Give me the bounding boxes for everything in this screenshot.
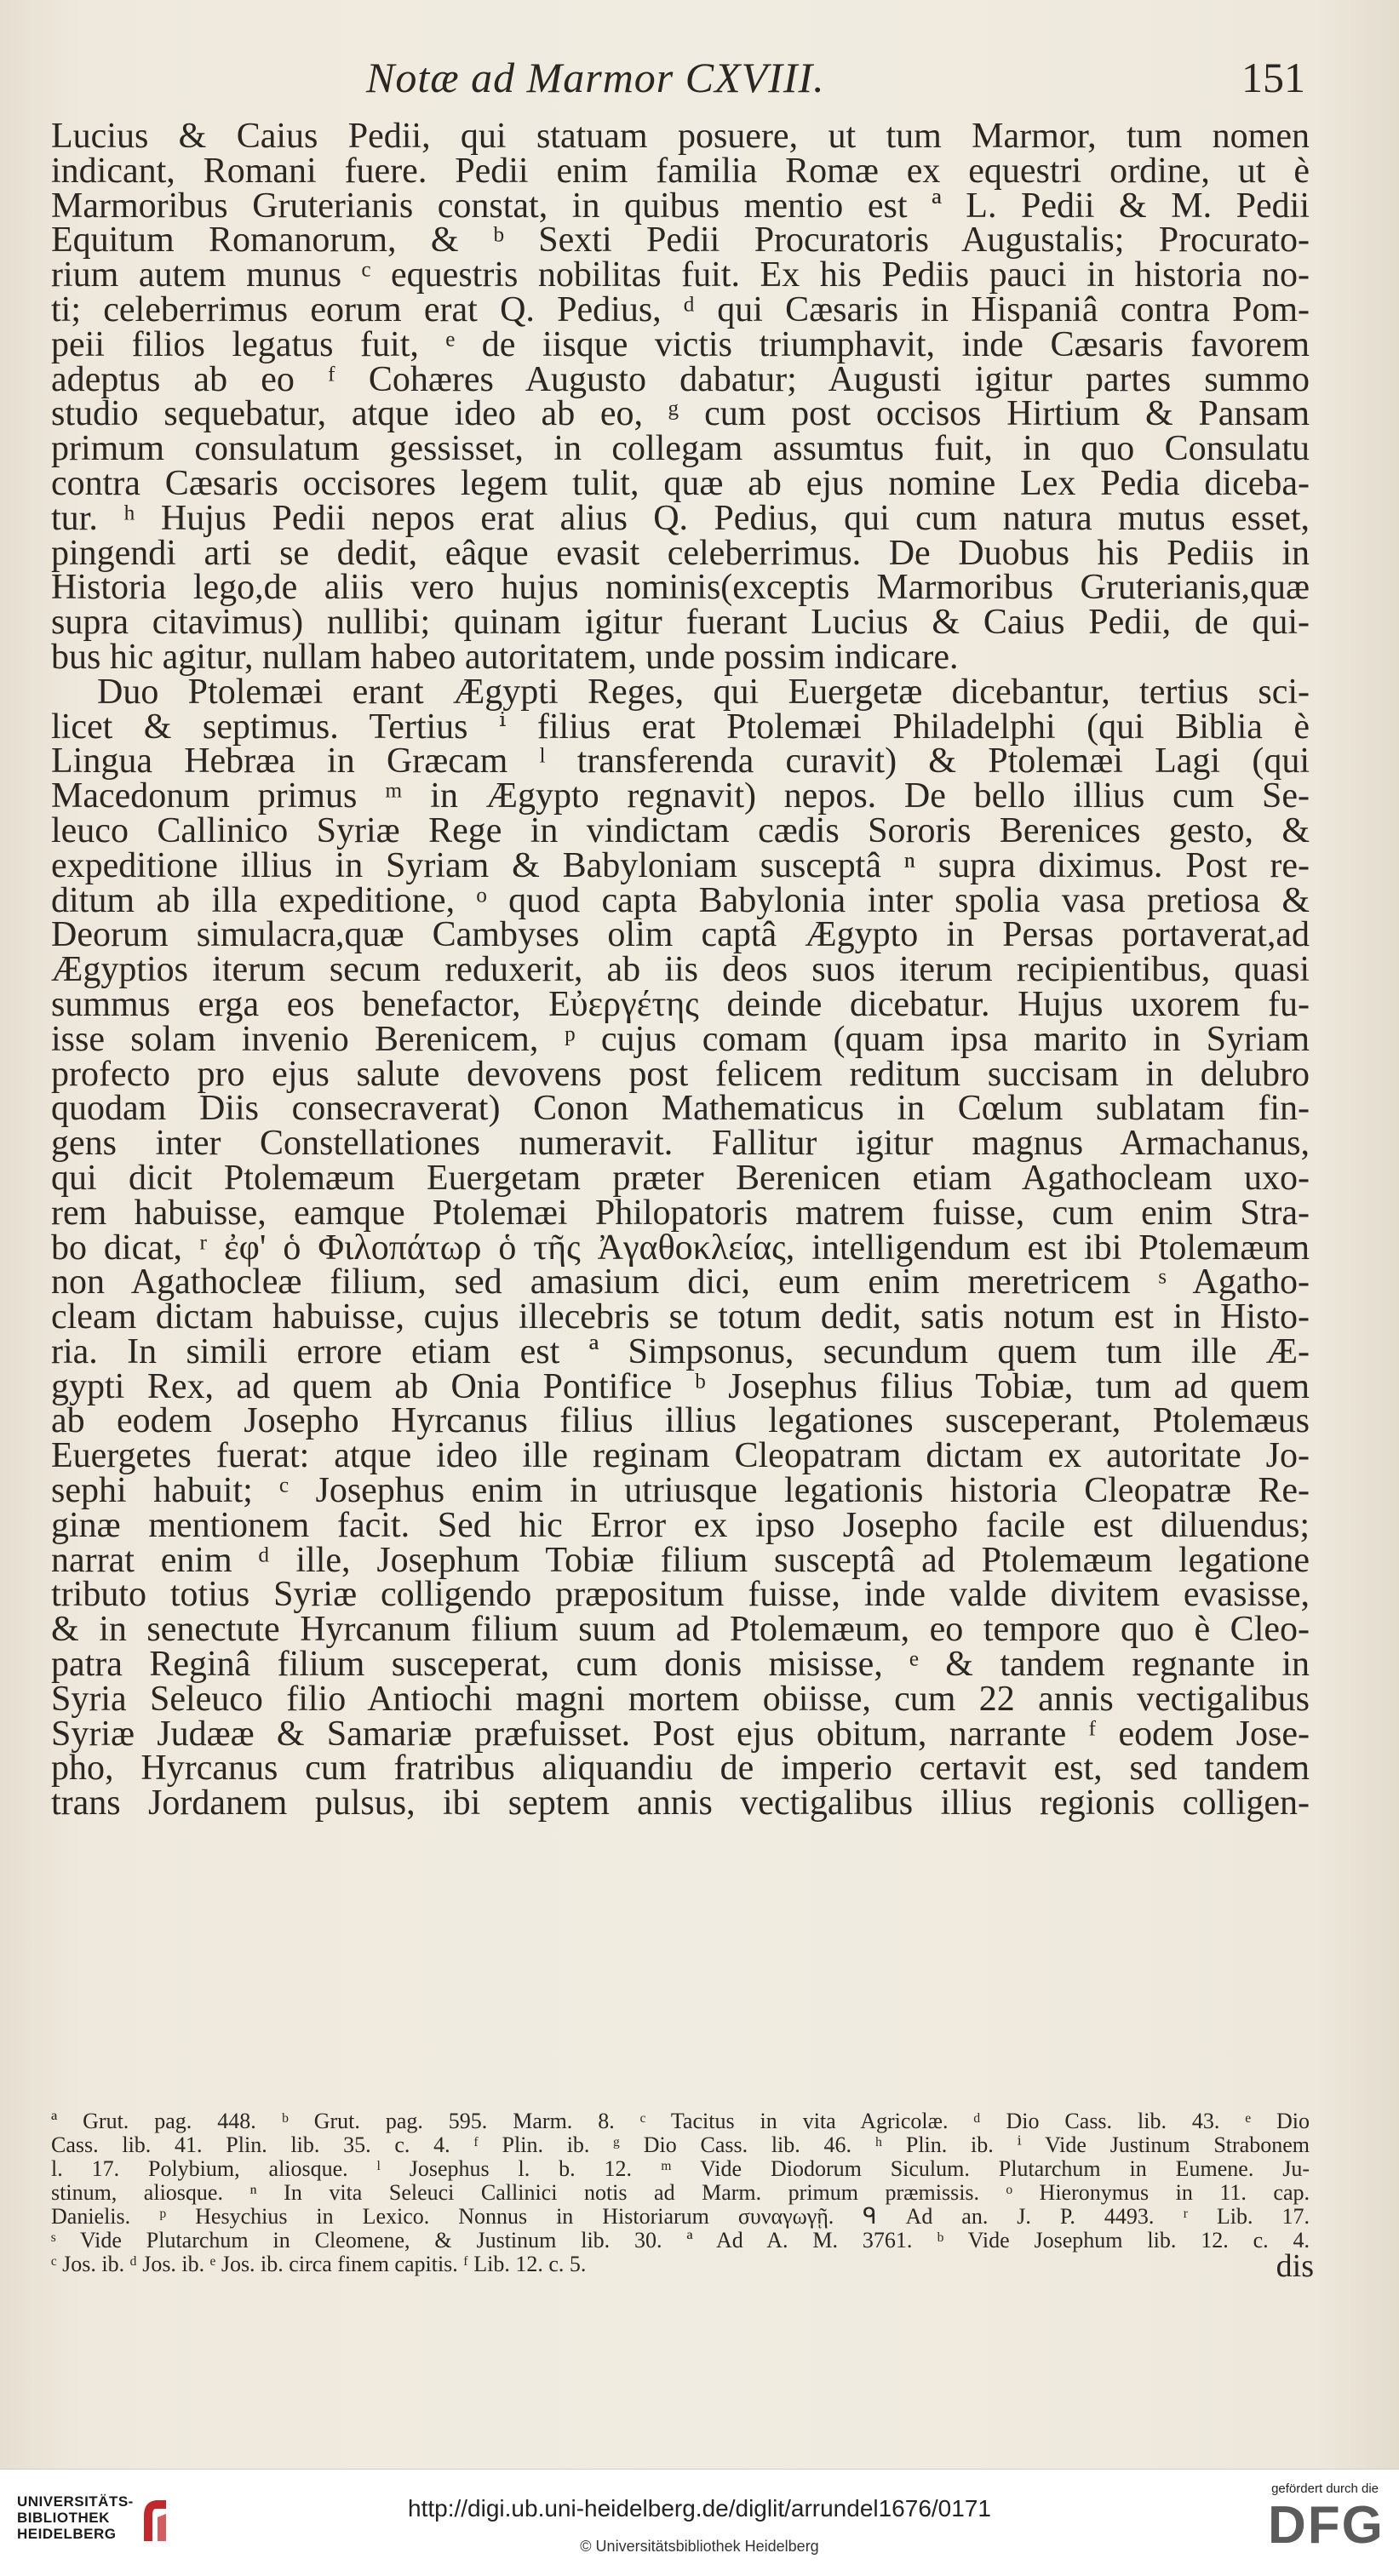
text-line: expeditione illius in Syriam & Babyloniam susceptâ ⁿ supra diximus. Post re- bbox=[51, 845, 1310, 885]
text-line: non Agathocleæ filium, sed amasium dici, eum enim meretricem ˢ Agatho- bbox=[51, 1262, 1310, 1302]
text-line: gens inter Constellationes numeravit. Fallitur igitur magnus Armachanus, bbox=[51, 1124, 1310, 1164]
text-line: ab eodem Josepho Hyrcanus filius illius legationes susceperant, Ptolemæus bbox=[51, 1401, 1310, 1441]
viewer-footer bbox=[0, 2469, 1399, 2576]
text-line: primum consulatum gessisset, in collegam assumtus fuit, in quo Consulatu bbox=[51, 429, 1310, 469]
document-url-link[interactable]: http://digi.ub.uni-heidelberg.de/diglit/arrundel1676/0171 bbox=[408, 2495, 991, 2522]
text-line: ti; celeberrimus eorum erat Q. Pedius, ᵈ qui Cæsaris in Hispaniâ contra Pom- bbox=[51, 289, 1310, 329]
text-line: Lingua Hebræa in Græcam ˡ transferenda curavit) & Ptolemæi Lagi (qui bbox=[51, 741, 1310, 781]
footnote-line: ˢ Vide Plutarchum in Cleomene, & Justinum lib. 30. ª Ad A. M. 3761. ᵇ Vide Josephum lib. 12. c. 4. bbox=[51, 2228, 1310, 2253]
footnotes bbox=[51, 2109, 1310, 2276]
text-line: Ægyptios iterum secum reduxerit, ab iis deos suos iterum recipientibus, quasi bbox=[51, 950, 1310, 990]
text-line: narrat enim ᵈ ille, Josephum Tobiæ filium susceptâ ad Ptolemæum legatione bbox=[51, 1540, 1310, 1580]
running-title: Notæ ad Marmor CXVIII. bbox=[366, 54, 825, 101]
text-line: studio sequebatur, atque ideo ab eo, ᵍ cum post occisos Hirtium & Pansam bbox=[51, 394, 1310, 434]
page-number: 151 bbox=[1241, 54, 1305, 101]
text-line: Lucius & Caius Pedii, qui statuam posuere, ut tum Marmor, tum nomen bbox=[51, 117, 1310, 156]
text-line: Deorum simulacra,quæ Cambyses olim captâ Ægypto in Persas portaverat,ad bbox=[51, 915, 1310, 955]
text-line: pingendi arti se dedit, eâque evasit celeberrimus. De Duobus his Pediis in bbox=[51, 533, 1310, 573]
footnote-line: Cass. lib. 41. Plin. lib. 35. c. 4. ᶠ Plin. ib. ᵍ Dio Cass. lib. 46. ʰ Plin. ib. ⁱ Vide Justinum Strabonem bbox=[51, 2132, 1310, 2157]
footnote-line: Danielis. ᵖ Hesychius in Lexico. Nonnus in Historiarum συναγωγῇ. ᑫ Ad an. J. P. 4493. ʳ Lib. 17. bbox=[51, 2204, 1310, 2229]
text-line: quodam Diis consecraverat) Conon Mathematicus in Cœlum sublatam fin- bbox=[51, 1089, 1310, 1129]
text-line: cleam dictam habuisse, cujus illecebris se totum dedit, satis notum est in Histo- bbox=[51, 1297, 1310, 1337]
text-line: & in senectute Hyrcanum filium suum ad Ptolemæum, eo tempore quo è Cleo- bbox=[51, 1610, 1310, 1650]
text-line: indicant, Romani fuere. Pedii enim familia Romæ ex equestri ordine, ut è bbox=[51, 151, 1310, 191]
text-line: Equitum Romanorum, & ᵇ Sexti Pedii Procuratoris Augustalis; Procurato- bbox=[51, 220, 1310, 260]
text-line: ginæ mentionem facit. Sed hic Error ex ipso Josepho facile est diluendus; bbox=[51, 1505, 1310, 1545]
text-line: bo dicat, ʳ ἐφ' ὁ Φιλοπάτωρ ὁ τῆς Ἀγαθοκλείας, intelligendum est ibi Ptolemæum bbox=[51, 1228, 1310, 1268]
text-line: rium autem munus ᶜ equestris nobilitas fuit. Ex his Pediis pauci in historia no- bbox=[51, 255, 1310, 295]
footnote-line: ᶜ Jos. ib. ᵈ Jos. ib. ᵉ Jos. ib. circa finem capitis. ᶠ Lib. 12. c. 5. bbox=[51, 2252, 587, 2276]
text-line: qui dicit Ptolemæum Euergetam præter Berenicen etiam Agathocleam uxo- bbox=[51, 1158, 1310, 1198]
footnote-line: stinum, aliosque. ⁿ In vita Seleuci Callinici notis ad Marm. primum præmissis. ᵒ Hieronymus in 11. cap. bbox=[51, 2180, 1310, 2205]
text-line: leuco Callinico Syriæ Rege in vindictam cædis Sororis Berenices gesto, & bbox=[51, 810, 1310, 850]
text-line: gypti Rex, ad quem ab Onia Pontifice ᵇ Josephus filius Tobiæ, tum ad quem bbox=[51, 1366, 1310, 1406]
text-line: Historia lego,de aliis vero hujus nominis(exceptis Marmoribus Gruterianis,quæ bbox=[51, 568, 1310, 608]
text-line: ria. In simili errore etiam est ª Simpsonus, secundum quem tum ille Æ- bbox=[51, 1331, 1310, 1371]
text-line: sephi habuit; ᶜ Josephus enim in utriusque legationis historia Cleopatræ Re- bbox=[51, 1471, 1310, 1511]
text-line: contra Cæsaris occisores legem tulit, quæ ab ejus nomine Lex Pedia diceba- bbox=[51, 463, 1310, 503]
text-line: ditum ab illa expeditione, ᵒ quod capta Babylonia inter spolia vasa pretiosa & bbox=[51, 880, 1310, 920]
main-text bbox=[51, 119, 1310, 1821]
text-line: rem habuisse, eamque Ptolemæi Philopatoris matrem fuisse, cum enim Stra- bbox=[51, 1193, 1310, 1233]
funder-logo[interactable] bbox=[1268, 2482, 1385, 2567]
library-name-line: UNIVERSITÄTS- bbox=[17, 2493, 134, 2510]
text-line: profecto pro ejus salute devovens post felicem reditum succisam in delubro bbox=[51, 1054, 1310, 1094]
text-line: tur. ʰ Hujus Pedii nepos erat alius Q. Pedius, qui cum natura mutus esset, bbox=[51, 498, 1310, 538]
text-line: Duo Ptolemæi erant Ægypti Reges, qui Euergetæ dicebantur, tertius sci- bbox=[97, 672, 1310, 712]
text-line: summus erga eos benefactor, Εὐεργέτης deinde dicebatur. Hujus uxorem fu- bbox=[51, 984, 1310, 1024]
footnote-line: ª Grut. pag. 448. ᵇ Grut. pag. 595. Marm. 8. ᶜ Tacitus in vita Agricolæ. ᵈ Dio Cass. lib. 43. ᵉ Dio bbox=[51, 2109, 1310, 2133]
dfg-logo-text: DFG bbox=[1268, 2496, 1385, 2555]
text-line: supra citavimus) nullibi; quinam igitur fuerant Lucius & Caius Pedii, de qui- bbox=[51, 603, 1310, 643]
text-line: Syriæ Judææ & Samariæ præfuisset. Post ejus obitum, narrante ᶠ eodem Jose- bbox=[51, 1714, 1310, 1754]
text-line: trans Jordanem pulsus, ibi septem annis vectigalibus illius regionis colligen- bbox=[51, 1783, 1310, 1823]
text-line: Macedonum primus ᵐ in Ægypto regnavit) nepos. De bello illius cum Se- bbox=[51, 776, 1310, 816]
text-line: licet & septimus. Tertius ⁱ filius erat Ptolemæi Philadelphi (qui Biblia è bbox=[51, 707, 1310, 747]
text-line: Euergetes fuerat: atque ideo ille reginam Cleopatram dictam ex autoritate Jo- bbox=[51, 1436, 1310, 1476]
text-line: isse solam invenio Berenicem, ᵖ cujus comam (quam ipsa marito in Syriam bbox=[51, 1019, 1310, 1059]
catchword: dis bbox=[1276, 2248, 1314, 2284]
page-header bbox=[0, 53, 1399, 112]
funding-note: gefördert durch die bbox=[1271, 2482, 1379, 2496]
text-line: Marmoribus Gruterianis constat, in quibus mentio est ª L. Pedii & M. Pedii bbox=[51, 186, 1310, 226]
text-line: tributo totius Syriæ colligendo præpositum fuisse, inde valde divitem evasisse, bbox=[51, 1575, 1310, 1615]
footnote-line: l. 17. Polybium, aliosque. ˡ Josephus l. b. 12. ᵐ Vide Diodorum Siculum. Plutarchum in Eumene. Ju- bbox=[51, 2156, 1310, 2181]
text-line: Syria Seleuco filio Antiochi magni mortem obiisse, cum 22 annis vectigalibus bbox=[51, 1679, 1310, 1719]
text-line: adeptus ab eo ᶠ Cohæres Augusto dabatur; Augusti igitur partes summo bbox=[51, 359, 1310, 399]
text-line: peii filios legatus fuit, ᵉ de iisque victis triumphavit, inde Cæsaris favorem bbox=[51, 324, 1310, 364]
copyright-notice: © Universitätsbibliothek Heidelberg bbox=[580, 2538, 819, 2555]
library-name-line: BIBLIOTHEK bbox=[17, 2510, 110, 2526]
text-line: patra Reginâ filium susceperat, cum donis misisse, ᵉ & tandem regnante in bbox=[51, 1645, 1310, 1685]
text-line: pho, Hyrcanus cum fratribus aliquandiu de imperio certavit est, sed tandem bbox=[51, 1749, 1310, 1789]
text-line: bus hic agitur, nullam habeo autoritatem, unde possim indicare. bbox=[51, 637, 959, 677]
library-name-line: HEIDELBERG bbox=[17, 2526, 117, 2542]
